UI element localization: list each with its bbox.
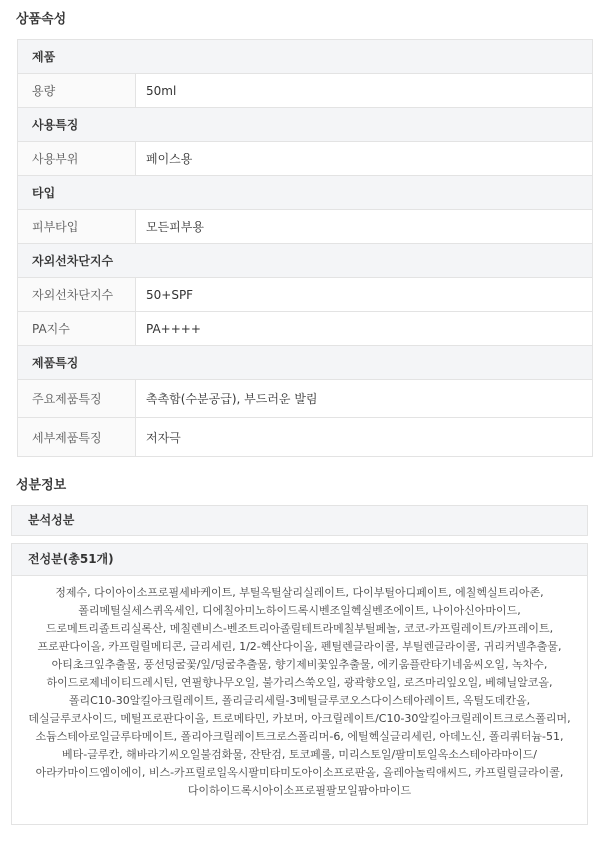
spec-value: 페이스용 bbox=[146, 152, 193, 166]
spec-label: 사용부위 bbox=[18, 142, 136, 175]
full-ingredients-header: 전성분(총51개) bbox=[12, 544, 587, 576]
spec-table bbox=[17, 39, 593, 457]
group-header-uv-protection: 자외선차단지수 bbox=[18, 244, 592, 278]
spec-value: 모든피부용 bbox=[146, 220, 204, 234]
spec-row-volume bbox=[18, 74, 592, 108]
full-ingredients-text: 정제수, 다이아이소프로필세바케이트, 부틸옥틸살리실레이트, 다이부틸아디페이트, 에칠헥실트리아존, 폴리메틸실세스퀴옥세인, 디에칠아미노하이드록시벤조일헥실벤조에이트, 나이아신아마이드, 드로메트리졸트리실록산, 메칠렌비스-벤조트리아졸릴테트라메칠부틸페놀, 코코-카프릴레이트/카프레이트, 프로판다이올, 카프릴릴메티콘, 글리세린, 1/2-헥산다이올, 펜틸렌글라이콜, 부틸렌글라이콜, 귀리커넬추출물, 아티초크잎추출물, 풍선덩굴꽃/잎/덩굴추출물, 향기제비꽃잎추출물, 에키움플란타기네움씨오일, 녹차수, 하이드로제네이티드레시틴, 연필향나무오일, 불가리스쑥오일, 광곽향오일, 로즈마리잎오일, 베헤닐알코올, 폴리C10-30알킬아크릴레이트, 폴리글리세릴-3메틸글루코오스다이스테아레이트, 옥틸도데칸올, 데실글루코사이드, 메틸프로판다이올, 트로메타민, 카보머, 아크릴레이트/C10-30알킬아크릴레이트크로스폴리머, 소듐스테아로일글루타메이트, 폴리아크릴레이트크로스폴리머-6, 에틸헥실글리세린, 아데노신, 폴리쿼터늄-51, 베타-글루칸, 해바라기씨오일불검화물, 잔탄검, 토코페롤, 미리스토일/팔미토일옥소스테아라마이드/아라카마이드엠이에이, 비스-카프릴로일옥시팔미타미도아이소프로판올, 올레아놀릭애씨드, 카프릴릴글라이콜, 다이하이드록시아이소프로필팔모일팜아마이드 bbox=[28, 586, 571, 797]
spec-row-skin-type bbox=[18, 210, 592, 244]
spec-row-pa bbox=[18, 312, 592, 346]
group-header-type: 타입 bbox=[18, 176, 592, 210]
spec-label: 용량 bbox=[18, 74, 136, 107]
group-header-product: 제품 bbox=[18, 40, 592, 74]
spec-label: 세부제품특징 bbox=[18, 418, 136, 456]
analysis-ingredients-box: 분석성분 bbox=[11, 505, 588, 536]
spec-row-main-features bbox=[18, 380, 592, 418]
spec-row-detail-features bbox=[18, 418, 592, 456]
spec-label: 피부타입 bbox=[18, 210, 136, 243]
spec-value: PA++++ bbox=[146, 321, 201, 336]
product-attributes-title: 상품속성 bbox=[16, 12, 67, 27]
spec-value: 50+SPF bbox=[146, 287, 194, 302]
spec-label: 주요제품특징 bbox=[18, 380, 136, 417]
spec-row-spf bbox=[18, 278, 592, 312]
spec-value: 촉촉함(수분공급), 부드러운 발림 bbox=[146, 392, 318, 406]
spec-label: 자외선차단지수 bbox=[18, 278, 136, 311]
spec-value: 50ml bbox=[146, 83, 177, 98]
spec-label: PA지수 bbox=[18, 312, 136, 345]
group-header-product-features: 제품특징 bbox=[18, 346, 592, 380]
spec-value: 저자극 bbox=[146, 430, 181, 445]
ingredient-info-title: 성분정보 bbox=[16, 478, 67, 493]
group-header-usage: 사용특징 bbox=[18, 108, 592, 142]
full-ingredients-box bbox=[11, 543, 588, 825]
spec-row-usage-area bbox=[18, 142, 592, 176]
